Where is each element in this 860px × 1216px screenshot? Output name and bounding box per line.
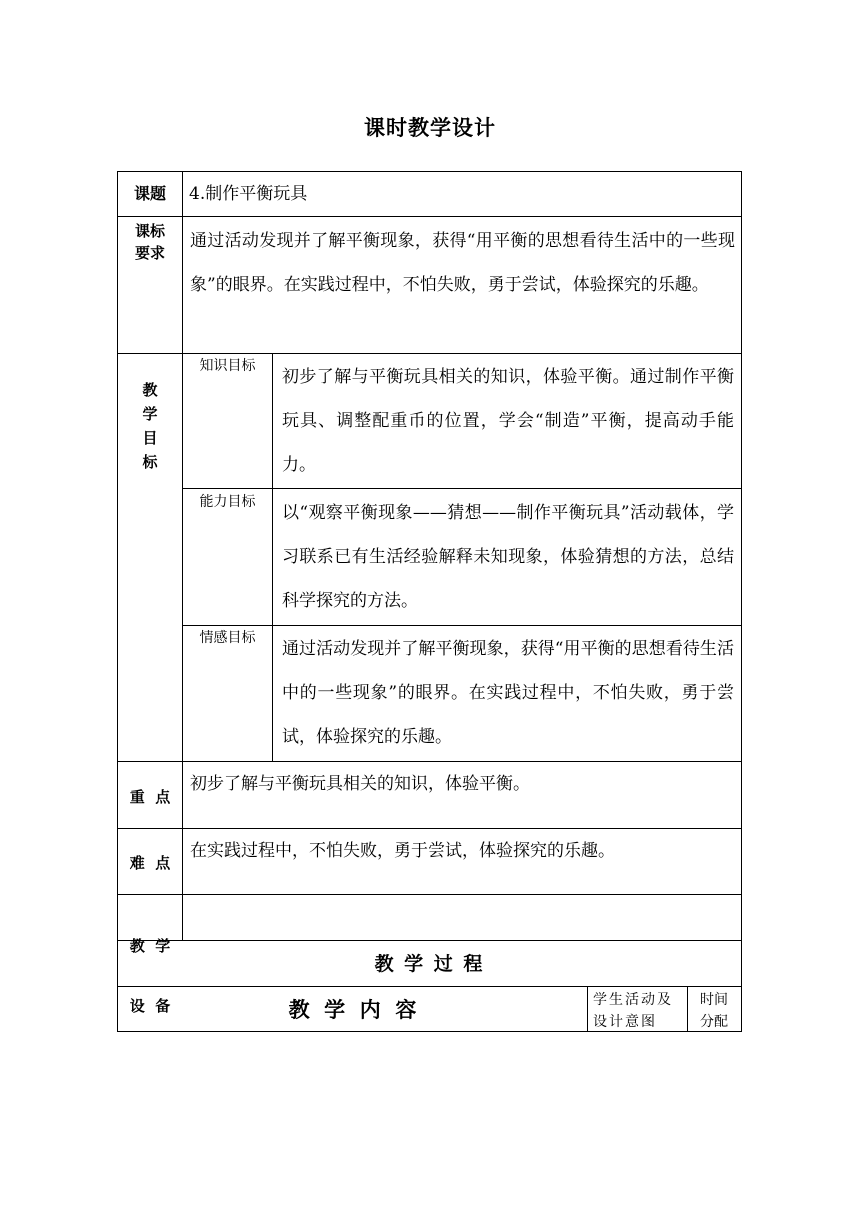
objectives-label-char: 标 — [142, 453, 158, 471]
requirements-label — [118, 220, 182, 264]
row-divider — [117, 353, 742, 354]
equipment-label-line2: 设 备 — [129, 997, 171, 1015]
row-divider — [182, 625, 742, 626]
ability-objective-label: 能力目标 — [199, 494, 256, 510]
table-border-top — [117, 171, 742, 172]
key-point-text: 初步了解与平衡玩具相关的知识，体验平衡。 — [190, 774, 530, 794]
process-header: 教 学 过 程 — [374, 953, 485, 975]
topic-value: 4.制作平衡玩具 — [189, 184, 308, 204]
content-column-divider — [587, 986, 588, 1031]
requirements-text: 通过活动发现并了解平衡现象，获得“用平衡的思想看待生活中的一些现象”的眼界。在实践过程中，不怕失败，勇于尝试，体验探究的乐趣。 — [190, 231, 735, 295]
requirements-label-line1: 课标 — [134, 222, 165, 240]
emotion-objective-label: 情感目标 — [199, 630, 256, 646]
row-divider — [117, 894, 742, 895]
row-divider — [182, 488, 742, 489]
knowledge-objective-label: 知识目标 — [199, 358, 256, 374]
knowledge-objective-text: 初步了解与平衡玩具相关的知识，体验平衡。通过制作平衡玩具、调整配重币的位置，学会“制造”平衡，提高动手能力。 — [282, 367, 734, 475]
student-activity-header: 学生活动及设计意图 — [593, 992, 673, 1030]
page-title: 课时教学设计 — [364, 116, 496, 140]
content-header: 教 学 内 容 — [288, 998, 417, 1022]
row-divider — [117, 828, 742, 829]
objective-label-divider — [272, 353, 273, 761]
row-divider — [117, 761, 742, 762]
topic-label: 课题 — [133, 184, 166, 203]
row-divider — [117, 940, 742, 941]
objectives-label-char: 教 — [142, 381, 158, 399]
ability-objective-text: 以“观察平衡现象——猜想——制作平衡玩具”活动载体，学习联系已有生活经验解释未知现象，体验猜想的方法，总结科学探究的方法。 — [282, 503, 734, 611]
objectives-label — [118, 378, 182, 474]
row-divider — [117, 216, 742, 217]
difficulty-label: 难 点 — [129, 854, 171, 872]
label-column-divider — [182, 171, 183, 940]
time-header: 时间分配 — [700, 992, 728, 1030]
difficulty-text: 在实践过程中，不怕失败，勇于尝试，体验探究的乐趣。 — [190, 841, 615, 861]
equipment-label-line1: 教 学 — [129, 937, 171, 955]
objectives-label-char: 学 — [142, 405, 158, 423]
row-divider — [117, 986, 742, 987]
activity-column-divider — [687, 986, 688, 1031]
key-point-label: 重 点 — [129, 788, 171, 806]
objectives-label-char: 目 — [142, 429, 158, 447]
table-border-right — [741, 171, 742, 1032]
requirements-label-line2: 要求 — [134, 244, 165, 262]
emotion-objective-text: 通过活动发现并了解平衡现象，获得“用平衡的思想看待生活中的一些现象”的眼界。在实践过程中，不怕失败，勇于尝试，体验探究的乐趣。 — [282, 639, 734, 747]
